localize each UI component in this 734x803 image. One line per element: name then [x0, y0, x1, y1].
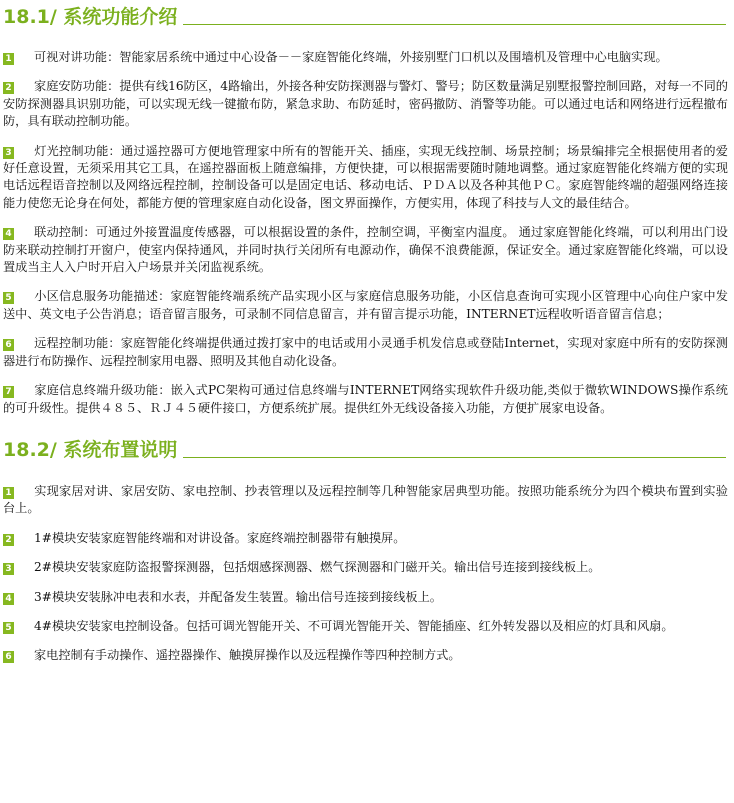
item-text: 家庭信息终端升级功能：嵌入式PC架构可通过信息终端与INTERNET网络实现软件升级功能,类似于微软WINDOWS操作系统的可升级性。提供４８５、ＲＪ４５硬件接口，方便系统扩展。提供红外无线设备接入功能，方便扩展家电设备。	[3, 383, 728, 415]
item-number-badge: 4	[3, 228, 14, 240]
section-rule	[183, 457, 726, 458]
item-text: 4#模块安装家电控制设备。包括可调光智能开关、不可调光智能开关、智能插座、红外转发器以及相应的灯具和风扇。	[34, 618, 674, 633]
item-text: 远程控制功能：家庭智能化终端提供通过拨打家中的电话或用小灵通手机发信息或登陆Internet，实现对家庭中所有的安防探测器进行布防操作、远程控制家用电器、照明及其他自动化设备。	[3, 336, 728, 368]
item-text: 实现家居对讲、家居安防、家电控制、抄表管理以及远程控制等几种智能家居典型功能。按照功能系统分为四个模块布置到实验台上。	[3, 483, 728, 516]
section-header	[0, 0, 734, 30]
item-number-badge: 7	[3, 386, 14, 398]
item-text: 3#模块安装脉冲电表和水表，并配备发生装置。输出信号连接到接线板上。	[34, 589, 442, 604]
list-item	[0, 143, 734, 213]
list-item	[0, 49, 734, 66]
list-item	[0, 288, 734, 323]
item-number-badge: 6	[3, 651, 14, 663]
item-number-badge: 1	[3, 53, 14, 65]
list-item	[0, 618, 734, 635]
item-number-badge: 3	[3, 563, 14, 575]
item-number-badge: 5	[3, 622, 14, 634]
item-text: 可视对讲功能：智能家居系统中通过中心设备－－家庭智能化终端，外接别墅门口机以及围墙机及管理中心电脑实现。	[34, 50, 668, 64]
item-text: 家庭安防功能：提供有线16防区，4路输出，外接各种安防探测器与警灯、警号；防区数量满足别墅报警控制回路，对每一不同的安防探测器具识别功能，可以实现无线一键撤布防，紧急求助、布防延时，密码撤防、消警等功能。可以通过电话和网络进行远程撤布防，具有联动控制功能。	[3, 79, 728, 129]
section-title: 18.2/ 系统布置说明	[3, 438, 178, 461]
list-item	[0, 530, 734, 547]
item-number-badge: 2	[3, 82, 14, 94]
list-item	[0, 589, 734, 606]
list-item	[0, 335, 734, 370]
item-text: 2#模块安装家庭防盗报警探测器，包括烟感探测器、燃气探测器和门磁开关。输出信号连接到接线板上。	[34, 560, 601, 575]
list-item	[0, 559, 734, 576]
item-number-badge: 5	[3, 292, 14, 304]
item-number-badge: 3	[3, 147, 14, 159]
item-text: 1#模块安装家庭智能终端和对讲设备。家庭终端控制器带有触摸屏。	[34, 530, 406, 545]
list-item	[0, 647, 734, 664]
list-item	[0, 382, 734, 417]
section-header	[0, 433, 734, 463]
item-number-badge: 2	[3, 534, 14, 546]
item-text: 灯光控制功能：通过遥控器可方便地管理家中所有的智能开关、插座，实现无线控制、场景控制；场景编排完全根据使用者的爱好任意设置，无须采用其它工具，在遥控器面板上随意编排，方便快捷，可以根据需要随时随地调整。通过家庭智能化终端方便的实现电话远程语音控制以及网络远程控制，控制设备可以是固定电话、移动电话、ＰＤＡ以及各种其他ＰＣ。家庭智能终端的超强网络连接能力使您无论身在何处，都能方便的管理家庭自动化设备，图文界面操作，方便实用，体现了科技与人文的最佳结合。	[3, 143, 728, 210]
item-number-badge: 6	[3, 339, 14, 351]
section-rule	[183, 24, 726, 25]
list-item	[0, 224, 734, 276]
item-text: 家电控制有手动操作、遥控器操作、触摸屏操作以及远程操作等四种控制方式。	[34, 648, 461, 663]
section-title: 18.1/ 系统功能介绍	[3, 6, 178, 28]
list-item	[0, 78, 734, 130]
item-text: 联动控制：可通过外接置温度传感器，可以根据设置的条件，控制空调，平衡室内温度。 通过家庭智能化终端，可以利用出门设防来联动控制打开窗户，使室内保持通风，并同时执行关闭所有电源动作，确保不浪费能源，保证安全。通过家庭智能化终端，可以设置成当主人入户时开启入户场景并关闭监视系统。	[3, 225, 728, 275]
item-number-badge: 1	[3, 487, 14, 499]
item-text: 小区信息服务功能描述：家庭智能终端系统产品实现小区与家庭信息服务功能，小区信息查询可实现小区管理中心向住户家中发送中、英文电子公告消息；语音留言服务，可录制不同信息留言，并有留言提示功能，INTERNET远程收听语音留言信息；	[3, 289, 728, 321]
item-number-badge: 4	[3, 593, 14, 605]
list-item	[0, 483, 734, 518]
